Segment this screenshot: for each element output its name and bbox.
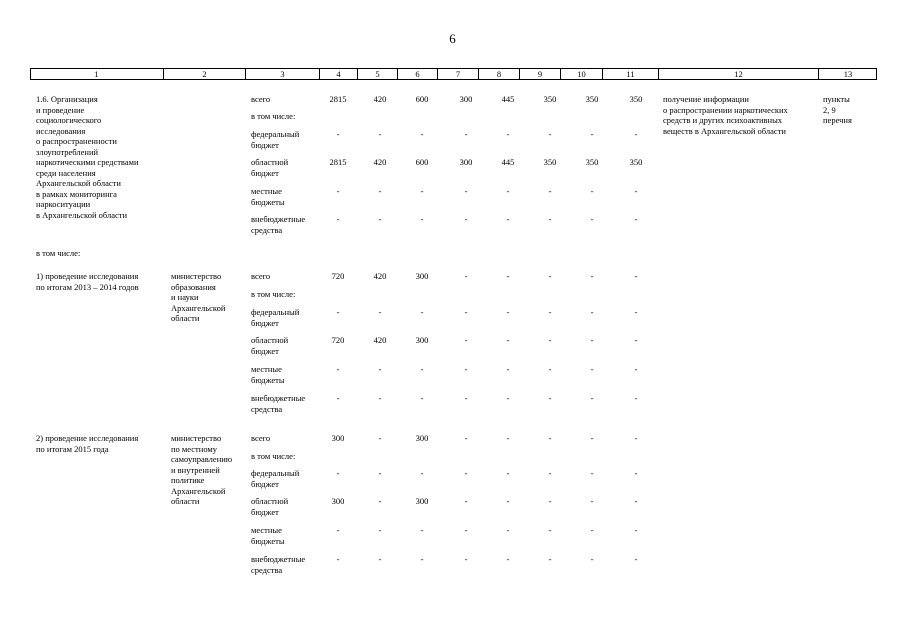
block3-executor: политике: [171, 475, 205, 485]
amount-cell: -: [634, 129, 638, 139]
header-cell-9: 9: [519, 69, 560, 79]
amount-cell: -: [336, 129, 340, 139]
funding-source-label: бюджет: [251, 478, 279, 489]
amount-cell: -: [336, 525, 340, 535]
block2-executor: Архангельской: [171, 302, 226, 313]
amount-cell: -: [464, 186, 468, 196]
block3-executor: министерство: [171, 433, 222, 443]
amount-cell: 420: [373, 335, 387, 345]
amount-cell: 350: [585, 157, 599, 167]
amount-cell: 350: [585, 94, 599, 104]
funding-source-label: в том числе:: [251, 289, 296, 299]
amount-cell: -: [506, 335, 510, 345]
amount-cell: -: [590, 271, 594, 281]
block3-name: по итогам 2015 года: [36, 443, 109, 454]
header-cell-7: 7: [437, 69, 478, 79]
amount-cell: -: [634, 271, 638, 281]
amount-cell: -: [336, 364, 340, 374]
amount-cell: -: [548, 496, 552, 506]
funding-source-label: федеральный: [251, 307, 300, 317]
amount-cell: 720: [331, 271, 345, 281]
block1-name: о распространенности: [36, 136, 117, 146]
amount-cell: 420: [373, 271, 387, 281]
amount-cell: 300: [415, 433, 429, 443]
block1-result: получение информации: [663, 94, 749, 104]
amount-cell: 300: [459, 157, 473, 167]
amount-cell: -: [464, 271, 468, 281]
block3-executor: Архангельской: [171, 485, 226, 496]
amount-cell: -: [336, 554, 340, 564]
amount-cell: -: [590, 129, 594, 139]
amount-cell: -: [378, 496, 382, 506]
amount-cell: -: [506, 129, 510, 139]
amount-cell: 300: [415, 271, 429, 281]
amount-cell: -: [590, 214, 594, 224]
amount-cell: -: [634, 468, 638, 478]
block3-name: 2) проведение исследования: [36, 433, 139, 443]
funding-source-label: в том числе:: [251, 111, 296, 121]
header-cell-13: 13: [818, 69, 877, 79]
funding-source-label: внебюджетные: [251, 214, 306, 224]
amount-cell: -: [548, 335, 552, 345]
amount-cell: -: [506, 186, 510, 196]
amount-cell: 300: [331, 433, 345, 443]
funding-source-label: областной: [251, 335, 289, 345]
amount-cell: 420: [373, 157, 387, 167]
block1-result: веществ в Архангельской области: [663, 125, 786, 136]
amount-cell: -: [336, 393, 340, 403]
amount-cell: -: [506, 554, 510, 564]
funding-source-label: внебюджетные: [251, 554, 306, 564]
header-cell-4: 4: [319, 69, 357, 79]
amount-cell: -: [634, 307, 638, 317]
amount-cell: -: [590, 307, 594, 317]
block3-executor: по местному: [171, 443, 218, 454]
amount-cell: -: [548, 468, 552, 478]
amount-cell: 600: [415, 157, 429, 167]
amount-cell: -: [506, 468, 510, 478]
amount-cell: -: [420, 525, 424, 535]
amount-cell: -: [378, 554, 382, 564]
header-cell-12: 12: [658, 69, 818, 79]
header-cell-2: 2: [163, 69, 245, 79]
amount-cell: -: [590, 496, 594, 506]
amount-cell: -: [378, 468, 382, 478]
funding-source-label: внебюджетные: [251, 393, 306, 403]
block1-result: средств и других психоактивных: [663, 115, 783, 125]
header-cell-8: 8: [478, 69, 519, 79]
header-cell-3: 3: [245, 69, 319, 79]
amount-cell: -: [420, 129, 424, 139]
amount-cell: -: [634, 496, 638, 506]
amount-cell: -: [336, 186, 340, 196]
block2-name: по итогам 2013 – 2014 годов: [36, 281, 139, 292]
amount-cell: 600: [415, 94, 429, 104]
amount-cell: 2815: [329, 157, 347, 167]
block3-executor: самоуправлению: [171, 454, 233, 464]
amount-cell: -: [506, 393, 510, 403]
amount-cell: -: [378, 129, 382, 139]
block2-executor: образования: [171, 281, 216, 292]
amount-cell: -: [464, 214, 468, 224]
amount-cell: -: [464, 468, 468, 478]
amount-cell: 420: [373, 94, 387, 104]
amount-cell: -: [590, 186, 594, 196]
block1-name: наркотическими средствами: [36, 157, 139, 167]
header-cell-1: 1: [94, 69, 99, 79]
amount-cell: -: [548, 433, 552, 443]
block2-executor: области: [171, 313, 200, 323]
funding-source-label: областной: [251, 157, 289, 167]
amount-cell: -: [378, 186, 382, 196]
funding-source-label: всего: [251, 94, 271, 104]
amount-cell: 350: [543, 157, 557, 167]
funding-source-label: всего: [251, 433, 271, 443]
amount-cell: -: [506, 307, 510, 317]
funding-source-label: бюджеты: [251, 196, 285, 207]
block3-executor: и внутренней: [171, 464, 220, 475]
amount-cell: -: [378, 393, 382, 403]
amount-cell: -: [590, 335, 594, 345]
amount-cell: -: [506, 433, 510, 443]
amount-cell: -: [590, 525, 594, 535]
block1-name: и проведение: [36, 104, 85, 115]
amount-cell: 2815: [329, 94, 347, 104]
amount-cell: -: [548, 393, 552, 403]
block1-name: среди населения: [36, 167, 96, 178]
amount-cell: -: [590, 364, 594, 374]
amount-cell: 445: [501, 157, 515, 167]
block1-name: в рамках мониторинга: [36, 188, 117, 199]
amount-cell: 300: [415, 496, 429, 506]
block2-executor: и науки: [171, 292, 199, 302]
block2-name: 1) проведение исследования: [36, 271, 139, 281]
funding-source-label: в том числе:: [251, 451, 296, 461]
block1-name: исследования: [36, 125, 86, 136]
amount-cell: -: [548, 364, 552, 374]
funding-source-label: всего: [251, 271, 271, 281]
amount-cell: -: [590, 393, 594, 403]
amount-cell: -: [378, 364, 382, 374]
amount-cell: -: [420, 393, 424, 403]
amount-cell: -: [634, 554, 638, 564]
amount-cell: -: [420, 214, 424, 224]
amount-cell: -: [548, 271, 552, 281]
amount-cell: -: [506, 271, 510, 281]
amount-cell: -: [378, 525, 382, 535]
amount-cell: -: [634, 186, 638, 196]
amount-cell: -: [420, 186, 424, 196]
amount-cell: -: [378, 307, 382, 317]
block1-name: социологического: [36, 115, 102, 125]
amount-cell: -: [548, 186, 552, 196]
funding-source-label: федеральный: [251, 468, 300, 478]
amount-cell: -: [378, 214, 382, 224]
amount-cell: -: [634, 364, 638, 374]
in-that-number-label: в том числе:: [36, 248, 81, 258]
amount-cell: -: [420, 554, 424, 564]
header-cell-6: 6: [397, 69, 437, 79]
amount-cell: -: [590, 468, 594, 478]
amount-cell: -: [336, 214, 340, 224]
amount-cell: -: [590, 433, 594, 443]
block1-name: наркоситуации: [36, 199, 91, 209]
amount-cell: -: [548, 307, 552, 317]
amount-cell: -: [634, 433, 638, 443]
amount-cell: 350: [543, 94, 557, 104]
amount-cell: -: [464, 364, 468, 374]
amount-cell: 300: [459, 94, 473, 104]
block1-reference: 2, 9: [823, 104, 836, 115]
amount-cell: 720: [331, 335, 345, 345]
amount-cell: -: [634, 335, 638, 345]
amount-cell: -: [506, 364, 510, 374]
amount-cell: -: [464, 129, 468, 139]
block1-reference: пункты: [823, 94, 850, 104]
table-header-row: [30, 68, 877, 80]
amount-cell: -: [506, 214, 510, 224]
amount-cell: 350: [629, 157, 643, 167]
header-cell-11: 11: [602, 69, 658, 79]
funding-source-label: местные: [251, 186, 282, 196]
header-cell-5: 5: [357, 69, 397, 79]
funding-source-label: бюджет: [251, 139, 279, 150]
block1-name: в Архангельской области: [36, 209, 128, 220]
block1-name: злоупотреблений: [36, 146, 99, 157]
funding-source-label: местные: [251, 364, 282, 374]
amount-cell: -: [634, 525, 638, 535]
amount-cell: -: [464, 307, 468, 317]
amount-cell: -: [336, 468, 340, 478]
amount-cell: -: [336, 307, 340, 317]
amount-cell: -: [420, 468, 424, 478]
amount-cell: 350: [629, 94, 643, 104]
funding-source-label: средства: [251, 564, 283, 575]
amount-cell: 445: [501, 94, 515, 104]
block1-result: о распространении наркотических: [663, 104, 788, 115]
amount-cell: -: [548, 214, 552, 224]
amount-cell: -: [590, 554, 594, 564]
funding-source-label: бюджеты: [251, 374, 285, 385]
funding-source-label: бюджеты: [251, 535, 285, 546]
funding-source-label: средства: [251, 224, 283, 235]
funding-source-label: местные: [251, 525, 282, 535]
funding-source-label: бюджет: [251, 167, 279, 178]
amount-cell: -: [464, 433, 468, 443]
block3-executor: области: [171, 496, 200, 506]
amount-cell: -: [506, 496, 510, 506]
amount-cell: -: [464, 393, 468, 403]
funding-source-label: федеральный: [251, 129, 300, 139]
amount-cell: -: [420, 364, 424, 374]
funding-source-label: бюджет: [251, 345, 279, 356]
amount-cell: -: [548, 129, 552, 139]
funding-source-label: бюджет: [251, 317, 279, 328]
block2-executor: министерство: [171, 271, 222, 281]
funding-source-label: бюджет: [251, 506, 279, 517]
funding-source-label: средства: [251, 403, 283, 414]
block1-name: 1.6. Организация: [36, 94, 98, 104]
funding-source-label: областной: [251, 496, 289, 506]
amount-cell: -: [548, 525, 552, 535]
amount-cell: -: [464, 496, 468, 506]
amount-cell: -: [464, 525, 468, 535]
amount-cell: 300: [331, 496, 345, 506]
block1-name: Архангельской области: [36, 178, 121, 188]
amount-cell: -: [420, 307, 424, 317]
amount-cell: 300: [415, 335, 429, 345]
page-number: 6: [449, 31, 456, 46]
amount-cell: -: [378, 433, 382, 443]
amount-cell: -: [634, 214, 638, 224]
header-cell-10: 10: [560, 69, 602, 79]
amount-cell: -: [464, 335, 468, 345]
amount-cell: -: [506, 525, 510, 535]
amount-cell: -: [634, 393, 638, 403]
block1-reference: перечня: [823, 115, 852, 125]
amount-cell: -: [464, 554, 468, 564]
amount-cell: -: [548, 554, 552, 564]
